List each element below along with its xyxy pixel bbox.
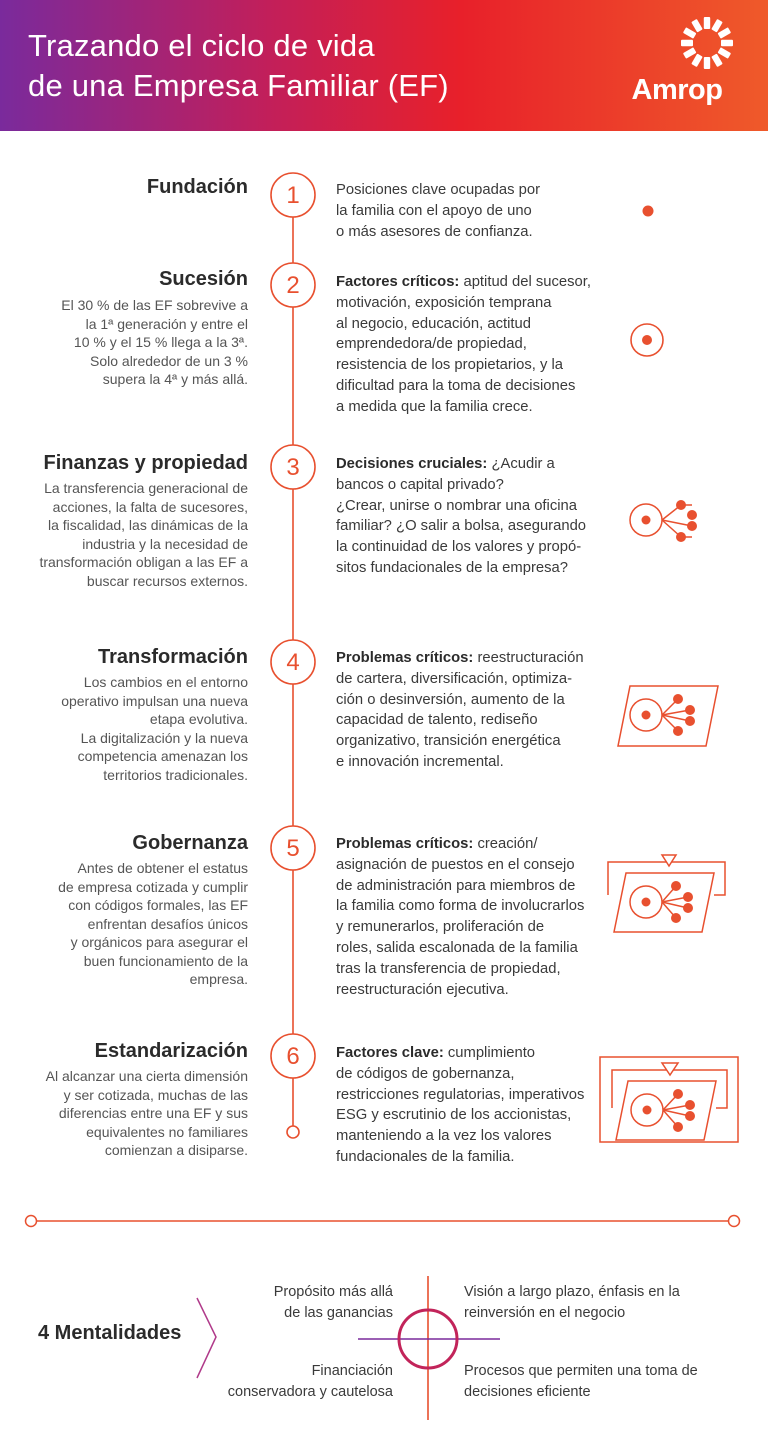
desc-line: industria y la necesidad de <box>82 535 248 552</box>
desc-line: comienzan a disiparse. <box>104 1142 248 1158</box>
desc-line: de empresa cotizada y cumplir <box>58 878 248 895</box>
desc-line: la 1ª generación y entre el <box>85 315 248 332</box>
desc-line: transformación obligan a las EF a <box>39 554 248 570</box>
mindset-bottom-right <box>464 1361 698 1403</box>
desc-line: Los cambios en el entorno <box>83 674 248 690</box>
stage-2-icon <box>631 324 663 356</box>
detail-label: Decisiones cruciales: <box>336 456 488 472</box>
step-number-1: 1 <box>286 182 300 209</box>
desc-line: acciones, la falta de sucesores, <box>52 498 248 515</box>
stage-detail-finanzas <box>336 454 606 579</box>
detail-line: resistencia de los propietarios, y la <box>336 357 563 374</box>
detail-line: bancos o capital privado? <box>336 476 504 493</box>
detail-line: organizativo, transición energética <box>336 733 561 750</box>
detail-line: asignación de puestos en el consejo <box>336 856 575 873</box>
desc-line: El 30 % de las EF sobrevive a <box>61 297 248 313</box>
detail-line: o más asesores de confianza. <box>336 223 533 240</box>
stage-4-icon <box>618 686 718 746</box>
stage-desc-transformacion <box>61 673 248 784</box>
detail-label: Factores clave: <box>336 1045 444 1061</box>
mindset-top-right <box>464 1282 680 1324</box>
detail-line: manteniendo a la vez los valores <box>336 1128 552 1145</box>
stage-title-transformacion: Transformación <box>97 646 248 668</box>
desc-line: La digitalización y la nueva <box>80 729 248 746</box>
detail-line: reestructuración <box>473 650 584 666</box>
detail-line: de administración para miembros de <box>336 877 576 894</box>
mindset-line: Visión a largo plazo, énfasis en la <box>464 1284 680 1300</box>
detail-line: roles, salida escalonada de la familia <box>336 939 578 956</box>
detail-line: e innovación incremental. <box>336 753 504 770</box>
mindset-top-left <box>274 1282 393 1324</box>
mindset-line: Procesos que permiten una toma de <box>464 1363 698 1379</box>
detail-line: familiar? ¿O salir a bolsa, asegurando <box>336 518 587 535</box>
desc-line: con códigos formales, las EF <box>68 897 248 913</box>
mindset-bottom-left <box>228 1361 393 1403</box>
mindset-line: conservadora y cautelosa <box>227 1384 393 1400</box>
stage-title-fundacion: Fundación <box>146 176 248 198</box>
detail-line: reestructuración ejecutiva. <box>336 981 509 998</box>
mindset-line: decisiones eficiente <box>464 1384 591 1400</box>
mindsets-title: 4 Mentalidades <box>38 1322 182 1344</box>
stage-desc-gobernanza <box>58 859 248 989</box>
detail-line: la continuidad de los valores y propó- <box>336 539 582 556</box>
mindset-line: de las ganancias <box>284 1305 393 1321</box>
detail-line: capacidad de talento, rediseño <box>336 712 538 729</box>
stage-detail-fundacion <box>336 180 606 242</box>
desc-line: etapa evolutiva. <box>149 711 248 727</box>
desc-line: operativo impulsan una nueva <box>61 692 248 709</box>
step-number-6: 6 <box>286 1043 300 1070</box>
detail-line: aptitud del sucesor, <box>459 274 591 290</box>
stage-3-icon <box>630 500 697 542</box>
desc-line: buen funcionamiento de la <box>83 952 248 969</box>
mindset-line: reinversión en el negocio <box>464 1305 626 1321</box>
desc-line: 10 % y el 15 % llega a la 3ª. <box>73 334 248 350</box>
desc-line: y orgánicos para asegurar el <box>70 934 248 950</box>
stage-desc-estandarizacion <box>46 1067 248 1160</box>
step-number-5: 5 <box>286 835 300 862</box>
detail-label: Problemas críticos: <box>336 650 474 666</box>
desc-line: competencia amenazan los <box>77 748 248 764</box>
desc-line: Al alcanzar una cierta dimensión <box>45 1068 248 1084</box>
detail-line: de cartera, diversificación, optimiza- <box>336 670 573 687</box>
stage-detail-gobernanza <box>336 834 606 1000</box>
detail-line: al negocio, educación, actitud <box>336 315 531 332</box>
desc-line: Antes de obtener el estatus <box>77 860 248 876</box>
detail-line: sitos fundacionales de la empresa? <box>336 559 568 576</box>
desc-line: La transferencia generacional de <box>44 480 248 496</box>
detail-line: ción o desinversión, aumento de la <box>336 691 565 708</box>
detail-line: tras la transferencia de propiedad, <box>336 960 561 977</box>
detail-line: Posiciones clave ocupadas por <box>336 182 540 198</box>
detail-line: emprendedora/de propiedad, <box>336 336 527 353</box>
desc-line: y ser cotizada, muchas de las <box>63 1086 248 1103</box>
stage-title-gobernanza: Gobernanza <box>132 832 248 854</box>
desc-line: territorios tradicionales. <box>103 766 248 783</box>
detail-line: motivación, exposición temprana <box>336 294 552 311</box>
title-line-2: de una Empresa Familiar (EF) <box>28 68 449 103</box>
detail-label: Factores críticos: <box>336 274 460 290</box>
stage-title-finanzas: Finanzas y propiedad <box>43 452 248 474</box>
desc-line: la fiscalidad, las dinámicas de la <box>48 517 248 533</box>
detail-line: de códigos de gobernanza, <box>336 1065 515 1082</box>
desc-line: buscar recursos externos. <box>86 572 248 589</box>
desc-line: diferencias entre una EF y sus <box>58 1105 248 1121</box>
detail-line: y remunerarlos, proliferación de <box>336 919 545 936</box>
desc-line: supera la 4ª y más allá. <box>102 371 248 387</box>
detail-label: Problemas críticos: <box>336 836 474 852</box>
chevron-right-icon <box>197 1298 216 1378</box>
detail-line: a medida que la familia crece. <box>336 398 533 415</box>
mindset-line: Propósito más allá <box>273 1284 393 1300</box>
detail-line: dificultad para la toma de decisiones <box>336 377 576 394</box>
detail-line: creación/ <box>473 836 538 852</box>
detail-line: la familia con el apoyo de uno <box>336 202 532 219</box>
desc-line: Solo alrededor de un 3 % <box>90 352 248 369</box>
stage-title-estandarizacion: Estandarización <box>94 1040 248 1062</box>
detail-line: ¿Crear, unirse o nombrar una oficina <box>336 497 577 514</box>
desc-line: enfrentan desafíos únicos <box>87 915 248 932</box>
stage-detail-sucesion <box>336 272 606 418</box>
amrop-logo-text: Amrop <box>631 74 723 106</box>
timeline-end-dot <box>287 1126 299 1138</box>
desc-line: empresa. <box>189 971 248 987</box>
detail-line: fundacionales de la familia. <box>336 1148 515 1165</box>
mindset-line: Financiación <box>311 1363 393 1379</box>
detail-line: cumplimiento <box>443 1045 536 1061</box>
stage-desc-sucesion <box>61 296 248 389</box>
stage-6-icon <box>600 1057 738 1142</box>
stage-title-sucesion: Sucesión <box>159 268 248 290</box>
stage-desc-finanzas <box>39 479 248 590</box>
title-line-1: Trazando el ciclo de vida <box>28 28 375 63</box>
step-number-3: 3 <box>286 454 300 481</box>
section-divider <box>26 1216 740 1227</box>
stage-detail-estandarizacion <box>336 1043 606 1168</box>
desc-line: equivalentes no familiares <box>86 1123 248 1140</box>
stage-1-icon <box>643 206 654 217</box>
stage-detail-transformacion <box>336 648 606 773</box>
detail-line: la familia como forma de involucrarlos <box>336 898 585 915</box>
step-number-4: 4 <box>286 649 300 676</box>
step-number-2: 2 <box>286 272 300 299</box>
detail-line: restricciones regulatorias, imperativos <box>336 1086 585 1103</box>
stage-5-icon <box>608 855 725 932</box>
detail-line: ESG y escrutinio de los accionistas, <box>336 1107 572 1124</box>
detail-line: ¿Acudir a <box>487 456 555 472</box>
